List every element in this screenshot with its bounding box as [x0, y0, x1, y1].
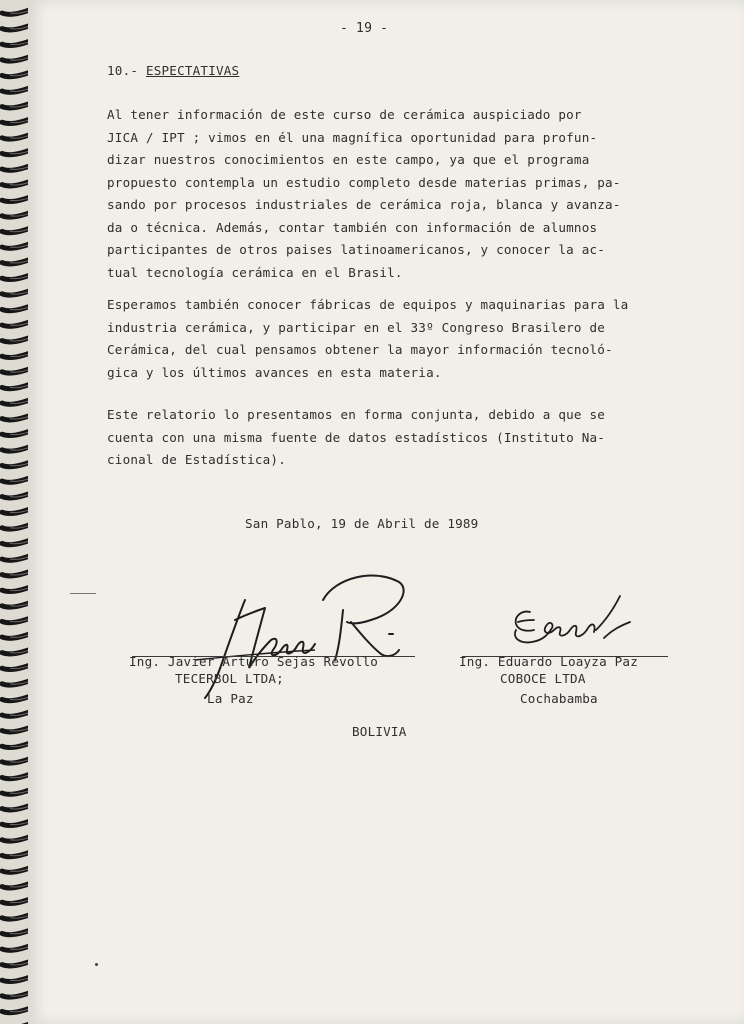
signature-loayza [500, 590, 650, 655]
signer-company-tecerbol: TECERBOL LTDA; [175, 671, 284, 686]
paragraph-visits: Esperamos también conocer fábricas de equipos y maquinarias para la industria cerámica, y participar en el 33º Congreso Brasilero de Cerámica, del cual pensamos obtener la mayor información tecnoló- gica y los últimos avances en esta materia. [107, 297, 629, 380]
margin-mark [70, 593, 96, 594]
country-label: BOLIVIA [352, 724, 407, 739]
signer-company-coboce: COBOCE LTDA [500, 671, 586, 686]
signer-city-la-paz: La Paz [207, 691, 254, 706]
section-title: ESPECTATIVAS [145, 63, 240, 78]
signer-city-cochabamba: Cochabamba [520, 691, 598, 706]
section-heading [107, 60, 239, 83]
place-date: San Pablo, 19 de Abril de 1989 [245, 516, 479, 531]
paragraph-expectations: Al tener información de este curso de cerámica auspiciado por JICA / IPT ; vimos en él una magnífica oportunidad para profun- dizar nuestros conocimientos en este campo, ya que el programa propuesto contempla un estudio completo desde materias primas, pa- sando por procesos industriales de cerámica roja, blanca y avanza- da o técnica. Además, contar también con información de alumnos participantes de otros paises latinoamericanos, y conocer la ac- tual tecnología cerámica en el Brasil. [107, 107, 621, 280]
page-number: - 19 - [340, 21, 389, 36]
paragraph-joint-report: Este relatorio lo presentamos en forma conjunta, debido a que se cuenta con una misma fuente de datos estadísticos (Instituto Na- cional de Estadística). [107, 407, 606, 467]
signer-name-loayza: Ing. Eduardo Loayza Paz [459, 654, 638, 669]
section-number: 10.- [107, 63, 139, 78]
stray-ink-dot [95, 963, 98, 966]
signer-name-sejas: Ing. Javier Arturo Sejas Revollo [129, 654, 379, 669]
